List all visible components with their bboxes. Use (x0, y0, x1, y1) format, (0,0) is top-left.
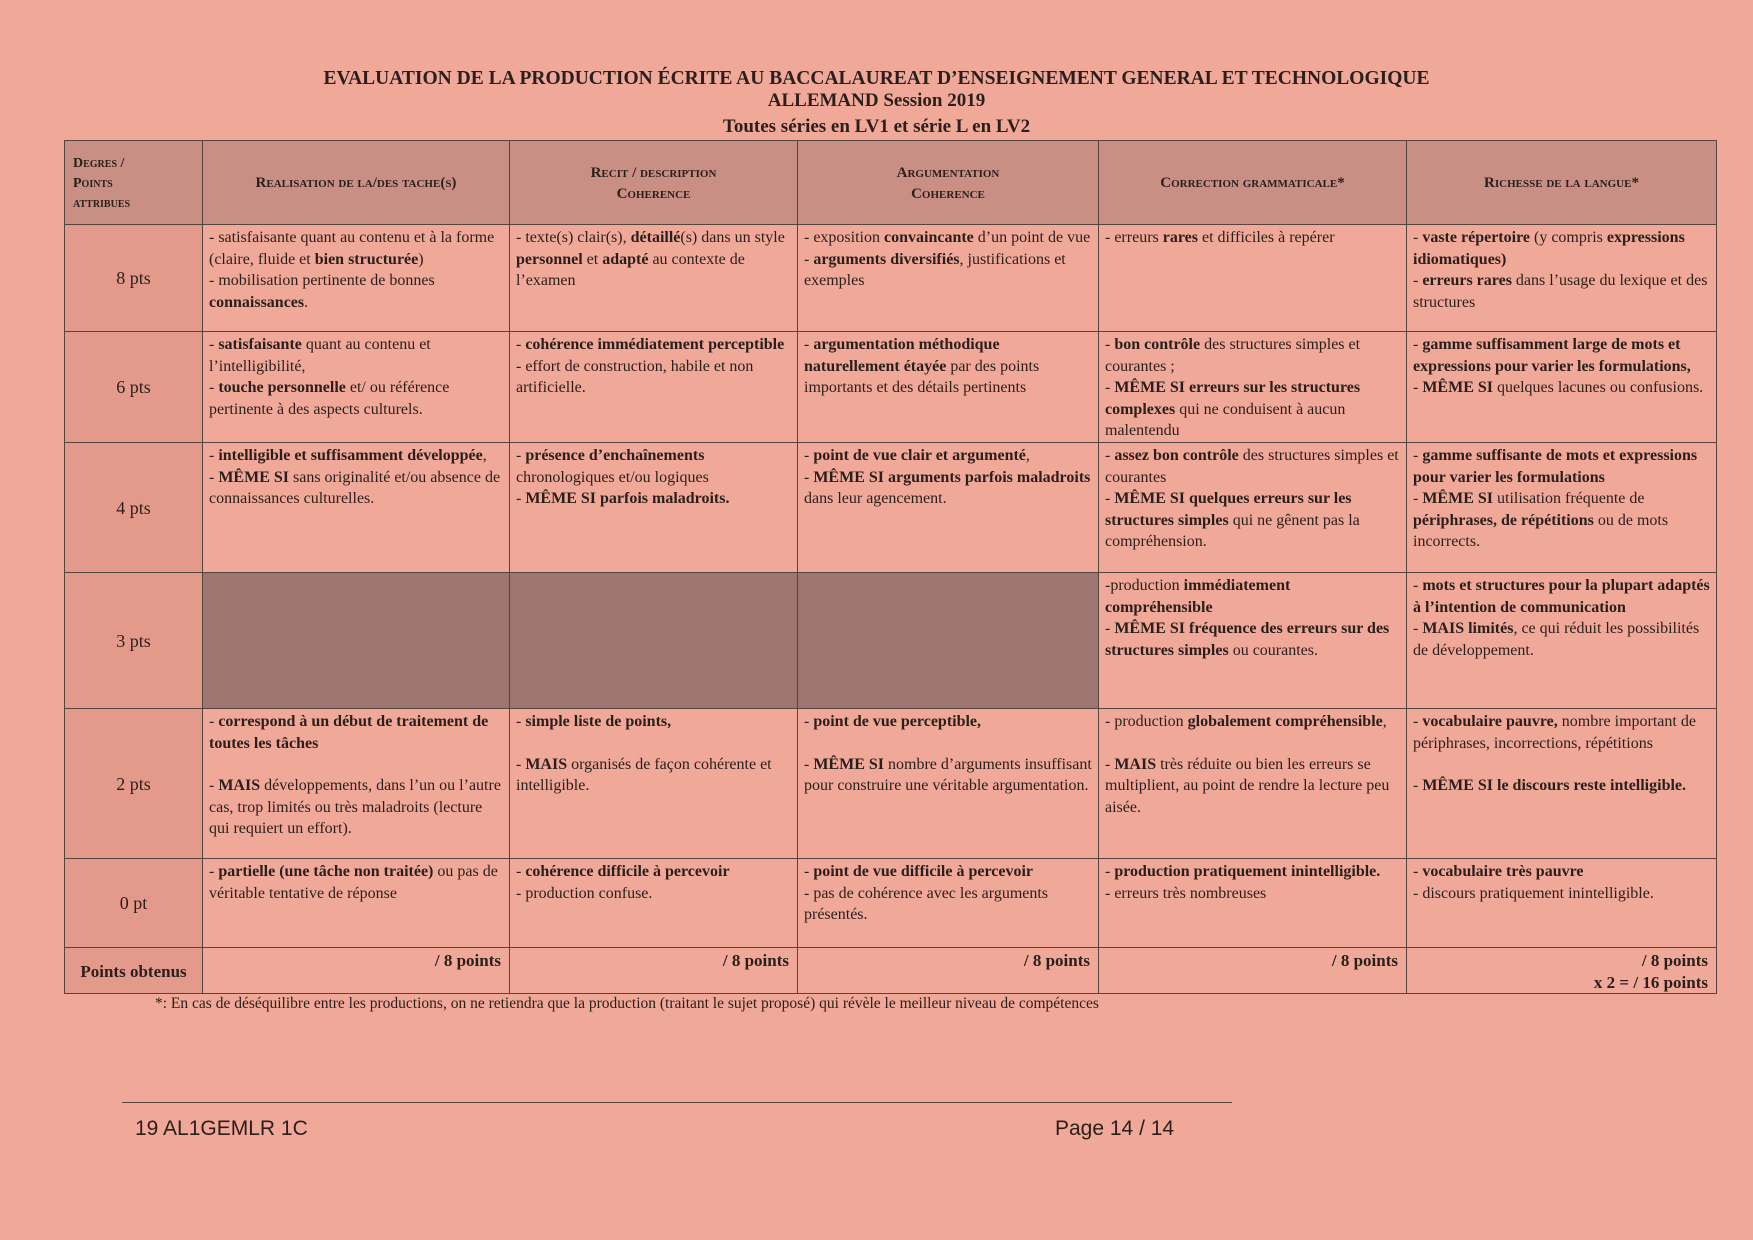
bold-text: expressions idiomatiques) (1413, 229, 1685, 268)
criteria-cell-recit (510, 859, 798, 948)
text: ) (418, 250, 424, 268)
bold-text: vaste répertoire (1422, 229, 1530, 246)
text: organisés de façon cohérente et intelligible. (516, 755, 772, 794)
total-line: / 8 points (1331, 951, 1398, 970)
text: - (1413, 490, 1423, 507)
text: - (1413, 620, 1423, 637)
bold-text: cohérence immédiatement perceptible (525, 336, 785, 353)
text: - (209, 468, 219, 486)
criteria-cell-richesse (1407, 573, 1717, 709)
text: - (1105, 490, 1115, 507)
criteria-cell-argumentation (798, 443, 1099, 573)
bold-text: erreurs rares (1422, 272, 1512, 289)
text: des structures simples et courantes ; (1105, 336, 1361, 375)
text: et/ ou référence pertinente à des aspects culturels. (209, 379, 450, 418)
header-line: Correction grammaticale* (1160, 175, 1345, 191)
text: - mobilisation pertinente de bonnes (209, 272, 435, 289)
level-label: 3 pts (65, 573, 203, 709)
header-line: Recit / description (590, 164, 717, 181)
criteria-line (1413, 334, 1710, 377)
criteria-line (516, 488, 791, 510)
criteria-line (1105, 754, 1400, 819)
bold-text: MÊME SI (218, 468, 289, 486)
bold-text: MAIS (1114, 755, 1157, 773)
criteria-cell-realisation (203, 225, 510, 332)
criteria-cell-recit (510, 709, 798, 859)
criteria-cell-realisation (203, 709, 510, 859)
text: - (1413, 777, 1423, 794)
text: - (1105, 620, 1115, 637)
criteria-line (516, 711, 791, 733)
text: - pas de cohérence avec les arguments présentés. (804, 884, 1049, 923)
text: qui ne gênent pas la compréhension. (1105, 511, 1360, 550)
bold-text: production pratiquement inintelligible. (1114, 863, 1381, 880)
text: - satisfaisante quant au contenu et à la forme (claire, fluide et (209, 229, 495, 268)
document-subtitle: ALLEMAND Session 2019 (767, 90, 986, 111)
text: . (304, 293, 309, 311)
bold-text: périphrases, de répétitions (1413, 511, 1594, 529)
text: - (516, 336, 526, 353)
text: - (209, 777, 219, 794)
text: et difficiles à repérer (1198, 229, 1335, 246)
criteria-line (209, 227, 503, 270)
text: d’un point de vue (973, 229, 1091, 246)
criteria-line (209, 377, 503, 420)
header-line: Argumentation (896, 164, 1000, 181)
bold-text: MAIS (218, 777, 261, 794)
header-richesse (1407, 141, 1717, 225)
bold-text: vocabulaire pauvre, (1422, 713, 1558, 730)
text: - (804, 336, 814, 353)
document-series: Toutes séries en LV1 et série L en LV2 (722, 116, 1031, 137)
bold-text: globalement compréhensible (1187, 713, 1383, 730)
text: , (1025, 447, 1030, 464)
criteria-cell-correction (1099, 709, 1407, 859)
criteria-line (209, 334, 503, 377)
bold-text: MÊME SI (813, 755, 884, 773)
bold-text: MÊME SI arguments parfois maladroits (813, 468, 1091, 486)
criteria-line (209, 270, 503, 313)
criteria-line (516, 861, 791, 883)
grid-row (65, 859, 1717, 948)
bold-text: vocabulaire très pauvre (1422, 863, 1584, 880)
text: ou courantes. (1228, 641, 1319, 659)
bold-text: touche personnelle (218, 379, 346, 396)
criteria-cell-richesse (1407, 443, 1717, 573)
header-line: Realisation de la/des tache(s) (255, 175, 457, 191)
criteria-line (516, 356, 791, 399)
criteria-line (804, 249, 1092, 292)
criteria-cell-realisation (203, 443, 510, 573)
text: dans leur agencement. (804, 490, 947, 507)
criteria-cell-argumentation (798, 225, 1099, 332)
text: très réduite ou bien les erreurs se multiplient, au point de rendre la lecture peu aisée. (1105, 755, 1390, 816)
text: - (1413, 577, 1423, 594)
text: - (1105, 336, 1115, 353)
text: , justifications et exemples (804, 250, 1066, 289)
criteria-line (804, 334, 1092, 399)
text: - (209, 336, 219, 353)
text: - (804, 713, 814, 730)
text: - effort de construction, habile et non artificielle. (516, 357, 754, 396)
text: - (1105, 447, 1115, 464)
totals-label: Points obtenus (65, 948, 203, 994)
level-label: 2 pts (65, 709, 203, 859)
criteria-line (1105, 711, 1400, 733)
criteria-cell-argumentation (798, 573, 1099, 709)
text: - erreurs très nombreuses (1105, 884, 1267, 902)
text: par des points importants et des détails pertinents (804, 357, 1040, 396)
criteria-line (804, 467, 1092, 510)
criteria-line (804, 883, 1092, 926)
bold-text: MÊME SI erreurs sur les structures complexes (1105, 379, 1361, 418)
criteria-line (1105, 445, 1400, 488)
text: quelques lacunes ou confusions. (1493, 379, 1704, 396)
criteria-line (1413, 861, 1710, 883)
text: - texte(s) clair(s), (516, 229, 631, 246)
text: - production confuse. (516, 884, 653, 902)
total-line: / 8 points (1023, 951, 1090, 970)
criteria-line (1105, 883, 1400, 905)
total-line: x 2 = / 16 points (1593, 972, 1708, 992)
criteria-line (1105, 861, 1400, 883)
text: - (804, 863, 814, 880)
text: quant au contenu et l’intelligibilité, (209, 336, 431, 375)
criteria-line (1413, 575, 1710, 618)
header-corner-line: attribues (73, 195, 131, 211)
bold-text: point de vue clair et argumenté (813, 447, 1026, 464)
criteria-line (516, 445, 791, 488)
grid-row (65, 709, 1717, 859)
criteria-line (804, 754, 1092, 797)
criteria-cell-argumentation (798, 859, 1099, 948)
total-cell (798, 948, 1099, 994)
text: qui ne conduisent à aucun malentendu (1105, 400, 1346, 439)
total-cell (510, 948, 798, 994)
criteria-cell-argumentation (798, 332, 1099, 443)
text: - (516, 755, 526, 773)
text: - (1413, 447, 1423, 464)
bold-text: MÊME SI (1422, 379, 1493, 396)
bold-text: bon contrôle (1114, 336, 1201, 353)
grid-row (65, 443, 1717, 573)
text: - production (1105, 713, 1188, 730)
header-realisation (203, 141, 510, 225)
text: - (1413, 272, 1423, 289)
bold-text: point de vue perceptible, (813, 713, 982, 730)
criteria-line (516, 754, 791, 797)
text: sans originalité et/ou absence de connaissances culturelles. (209, 468, 501, 507)
text: ou pas de véritable tentative de réponse (209, 863, 498, 902)
header-recit (510, 141, 798, 225)
criteria-line (209, 467, 503, 510)
text: - (1413, 379, 1423, 396)
criteria-cell-recit (510, 332, 798, 443)
total-line: / 8 points (722, 951, 789, 970)
text: nombre important de périphrases, incorrections, répétitions (1413, 713, 1696, 752)
bold-text: convaincante (884, 229, 974, 246)
bold-text: gamme suffisamment large de mots et expressions pour varier les formulations, (1413, 336, 1691, 375)
bold-text: MAIS limités (1422, 620, 1514, 637)
text: - exposition (804, 229, 884, 246)
text: - (1105, 863, 1115, 880)
text: - (804, 250, 814, 268)
bold-text: connaissances (209, 293, 305, 311)
criteria-line (1105, 488, 1400, 553)
header-argumentation (798, 141, 1099, 225)
totals-row (65, 948, 1717, 994)
bold-text: immédiatement compréhensible (1105, 577, 1291, 616)
text: , (1382, 713, 1387, 730)
text: , ce qui réduit les possibilités de développement. (1413, 620, 1700, 659)
document-title: EVALUATION DE LA PRODUCTION ÉCRITE AU BACCALAUREAT D’ENSEIGNEMENT GENERAL ET TECHNOLOGIQUE (323, 68, 1430, 89)
footnote: *: En cas de déséquilibre entre les productions, on ne retiendra que la production (traitant le sujet proposé) qui révèle le meilleur niveau de compétences (155, 995, 1099, 1012)
grid-row (65, 573, 1717, 709)
criteria-cell-recit (510, 225, 798, 332)
criteria-cell-correction (1099, 332, 1407, 443)
bold-text: détaillé (630, 229, 681, 246)
text: - erreurs (1105, 229, 1163, 246)
criteria-cell-richesse (1407, 709, 1717, 859)
criteria-line (804, 711, 1092, 733)
level-label: 6 pts (65, 332, 203, 443)
text: - (1413, 336, 1423, 353)
header-corner-line: Degres / (73, 155, 125, 171)
criteria-line (804, 227, 1092, 249)
text: (y compris (1529, 229, 1607, 246)
bold-text: mots et structures pour la plupart adaptés à l’intention de communication (1413, 577, 1710, 616)
total-line: / 8 points (1641, 951, 1708, 970)
total-cell (1407, 948, 1717, 994)
header-line: Coherence (911, 185, 985, 202)
bold-text: partielle (une tâche non traitée) (218, 863, 434, 880)
criteria-line (209, 711, 503, 754)
evaluation-grid (64, 140, 1717, 994)
text: , (482, 447, 487, 464)
text: - (804, 468, 814, 486)
criteria-line (1413, 883, 1710, 905)
criteria-line (1413, 711, 1710, 754)
criteria-line (209, 445, 503, 467)
total-line: / 8 points (434, 951, 501, 970)
bold-text: cohérence difficile à percevoir (525, 863, 730, 880)
text: utilisation fréquente de (1493, 490, 1645, 507)
bold-text: MÊME SI (1422, 490, 1493, 507)
criteria-line (1105, 334, 1400, 377)
criteria-cell-recit (510, 443, 798, 573)
bold-text: satisfaisante (218, 336, 302, 353)
text: - (209, 447, 219, 464)
criteria-cell-richesse (1407, 859, 1717, 948)
criteria-line (1105, 227, 1400, 249)
grid-header-row (65, 141, 1717, 225)
bold-text: assez bon contrôle (1114, 447, 1239, 464)
text: nombre d’arguments insuffisant pour construire une véritable argumentation. (804, 755, 1092, 794)
criteria-cell-correction (1099, 225, 1407, 332)
criteria-cell-correction (1099, 443, 1407, 573)
grid-row (65, 225, 1717, 332)
footer-rule (122, 1102, 1232, 1103)
criteria-cell-richesse (1407, 225, 1717, 332)
criteria-line (1413, 270, 1710, 313)
text: développements, dans l’un ou l’autre cas, trop limités ou très maladroits (lecture qui requiert un effort). (209, 777, 501, 837)
criteria-line (516, 883, 791, 905)
bold-text: MÊME SI fréquence des erreurs sur des structures simples (1105, 620, 1390, 659)
criteria-line (209, 861, 503, 904)
criteria-line (1413, 488, 1710, 553)
total-cell (203, 948, 510, 994)
page-number: Page 14 / 14 (1055, 1117, 1175, 1140)
bold-text: gamme suffisante de mots et expressions pour varier les formulations (1413, 447, 1698, 486)
text: - (209, 379, 219, 396)
text: - (804, 755, 814, 773)
document-code: 19 AL1GEMLR 1C (135, 1117, 308, 1140)
text: - (209, 713, 219, 730)
bold-text: adapté (602, 250, 649, 268)
text: et (582, 250, 603, 268)
text: - (1413, 713, 1423, 730)
text: - (516, 713, 526, 730)
bold-text: présence d’enchaînements (525, 447, 705, 464)
bold-text: point de vue difficile à percevoir (813, 863, 1033, 880)
text: dans l’usage du lexique et des structures (1413, 272, 1708, 311)
bold-text: personnel (516, 250, 583, 268)
bold-text: intelligible et suffisamment développée (218, 447, 483, 464)
criteria-line (1413, 618, 1710, 661)
criteria-line (1413, 377, 1710, 399)
criteria-line (516, 334, 791, 356)
criteria-cell-correction (1099, 573, 1407, 709)
text: -production (1105, 577, 1184, 594)
criteria-line (516, 227, 791, 292)
criteria-line (804, 861, 1092, 883)
text: des structures simples et courantes (1105, 447, 1399, 486)
bold-text: rares (1162, 229, 1198, 246)
text: - (1413, 229, 1423, 246)
criteria-cell-correction (1099, 859, 1407, 948)
criteria-cell-richesse (1407, 332, 1717, 443)
text: - (1105, 755, 1115, 773)
header-line: Richesse de la langue* (1484, 175, 1639, 191)
total-cell (1099, 948, 1407, 994)
criteria-line (1413, 227, 1710, 270)
text: ou de mots incorrects. (1413, 511, 1669, 550)
bold-text: MÊME SI parfois maladroits. (525, 490, 730, 507)
criteria-line (209, 775, 503, 840)
level-label: 8 pts (65, 225, 203, 332)
criteria-line (1413, 775, 1710, 797)
text: chronologiques et/ou logiques (516, 468, 709, 486)
criteria-line (1413, 445, 1710, 488)
text: - (1105, 379, 1115, 396)
bold-text: correspond à un début de traitement de toutes les tâches (209, 713, 489, 752)
text: - (516, 447, 526, 464)
criteria-cell-realisation (203, 573, 510, 709)
grid-row (65, 332, 1717, 443)
criteria-line (1105, 618, 1400, 661)
text: - (516, 490, 526, 507)
bold-text: bien structurée (314, 250, 419, 268)
text: - (516, 863, 526, 880)
text: - (209, 863, 219, 880)
criteria-line (804, 445, 1092, 467)
criteria-line (1105, 575, 1400, 618)
text: - discours pratiquement inintelligible. (1413, 884, 1654, 902)
level-label: 0 pt (65, 859, 203, 948)
header-corner (65, 141, 203, 225)
criteria-line (1105, 377, 1400, 442)
text: - (804, 447, 814, 464)
criteria-cell-realisation (203, 332, 510, 443)
bold-text: MÊME SI le discours reste intelligible. (1422, 777, 1687, 794)
bold-text: MAIS (525, 755, 568, 773)
level-label: 4 pts (65, 443, 203, 573)
header-line: Coherence (616, 185, 691, 202)
criteria-cell-recit (510, 573, 798, 709)
text: (s) dans un style (680, 229, 785, 246)
text: au contexte de l’examen (516, 250, 745, 289)
bold-text: arguments diversifiés (813, 250, 960, 268)
bold-text: simple liste de points, (525, 713, 672, 730)
text: - (1413, 863, 1423, 880)
criteria-cell-argumentation (798, 709, 1099, 859)
header-correction (1099, 141, 1407, 225)
header-corner-line: Points (73, 175, 113, 191)
criteria-cell-realisation (203, 859, 510, 948)
bold-text: MÊME SI quelques erreurs sur les structures simples (1105, 490, 1352, 529)
bold-text: argumentation méthodique naturellement étayée (804, 336, 1000, 375)
